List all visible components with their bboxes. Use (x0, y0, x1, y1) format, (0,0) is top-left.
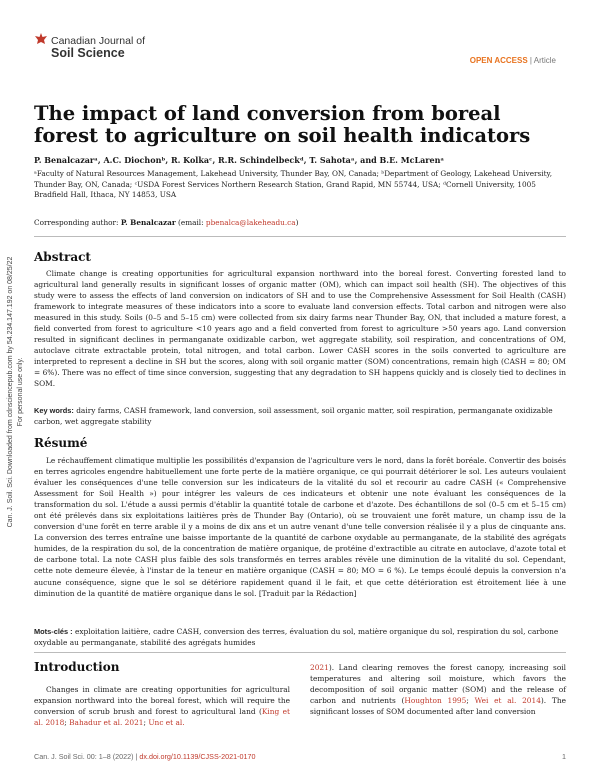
corresponding-author (34, 218, 566, 227)
corresponding-name: P. Benalcazar (120, 218, 176, 227)
separator: | (529, 56, 532, 65)
keywords-text: dairy farms, CASH framework, land conversion, soil assessment, soil organic matter, soil respiration, permanganate oxidizable carbon, wet aggregate stability (34, 406, 553, 426)
article-access-label (470, 56, 556, 65)
maple-leaf-icon (34, 32, 48, 46)
email-link[interactable]: pbenalca@lakeheadu.ca (205, 218, 296, 227)
journal-name-line1: Canadian Journal of (51, 35, 145, 47)
download-sidebar (6, 232, 30, 552)
abstract-text (34, 268, 566, 390)
corresponding-label: Corresponding author: (34, 218, 119, 227)
sidebar-line1: Can. J. Soil. Sci. Downloaded from cdnsciencepub.com by 54.234.147.192 on 08/25/22 (7, 256, 14, 528)
intro-right-text-1: ). Land clearing removes the forest canopy, increasing soil temperatures and altering soil moisture, which favors the decomposition of soil organic matter (SOM) and the release of carbon and nutrients ( (310, 663, 566, 706)
keywords (34, 405, 566, 427)
keywords-label: Key words: (34, 406, 74, 415)
citation-link[interactable]: Bahadur et al. 2021 (69, 718, 144, 728)
citation-link[interactable]: Unc et al. (148, 718, 185, 728)
email-prefix: (email: (178, 218, 204, 227)
divider (34, 236, 566, 237)
mots-cles (34, 626, 566, 648)
doi-link[interactable]: dx.doi.org/10.1139/CJSS-2021-0170 (139, 752, 256, 761)
abstract-paragraph: Climate change is creating opportunities for agricultural expansion northward into the boreal forest. Converting forested land to agricultural land generally results in significant losses of organic matter (OM), which can impact soil health (SH). The objectives of this study were to assess the effects of land conversion on indicators of SH and to use the Comprehensive Assessment for Soil Health (CASH) framework to integrate measures of these indicators into a score to evaluate land conversion effects. Total carbon and nitrogen were also measured in this study. Soils (0–5 and 5–15 cm) were collected from six dairy farms near Thunder Bay, ON, that included a mature forest, a field converted from forest to agriculture <10 years ago and a field converted from forest to agriculture >50 years ago. Land conversion resulted in significant declines in permanganate oxidizable carbon, wet aggregate stability, soil respiration, and concentrations of OM, autoclave citrate extractable protein, total nitrogen, and total carbon. Lower CASH scores in the soils converted to agriculture are interpreted to represent a decline in SH but the scores, along with soil organic matter (SOM) concentrations, remain high (CASH = 80; OM = 6%). There was no effect of time since conversion, suggesting that any degradation to SH happens quickly and is closely tied to declines in SOM. (34, 269, 566, 389)
article-type: Article (533, 56, 556, 65)
intro-right-text-2: ). The significant losses of SOM documented after land conversion (310, 696, 566, 717)
resume-heading: Résumé (34, 436, 88, 450)
affiliations: ᵃFaculty of Natural Resources Management, Lakehead University, Thunder Bay, ON, Canada; ᵇDepartment of Geology, Lakehead University, Thunder Bay, ON, Canada; ᶜUSDA Forest Services Northern Research Station, Grand Rapid, MN 55744, USA; ᵈCornell University, 1005 Bradfield Hall, Ithaca, NY 14853, USA (34, 169, 553, 199)
introduction-heading: Introduction (34, 660, 120, 674)
footer-citation (34, 752, 256, 761)
email-suffix: ) (295, 218, 299, 227)
intro-right-column: 2021). Land clearing removes the forest canopy, increasing soil temperatures and altering soil moisture, which favors the decomposition of soil organic matter (SOM) and the release of carbon and nutrients (Houghton 1995; Wei et al. 2014). The significant losses of SOM documented after land conversion (310, 663, 566, 717)
abstract-heading: Abstract (34, 250, 91, 264)
citation-link[interactable]: Wei et al. 2014 (474, 696, 541, 706)
article-title: The impact of land conversion from boreal forest to agriculture on soil health indicators (34, 102, 531, 147)
intro-left-column: Changes in climate are creating opportunities for agricultural expansion northward into the boreal forest, which will require the conversion of scrub brush and forest to agricultural land (King et al. 2018; Bahadur et al. 2021; Unc et al. (34, 685, 290, 728)
citation-link[interactable]: 2021 (310, 663, 329, 672)
sidebar-line2: For personal use only. (17, 357, 24, 427)
journal-logo (34, 28, 194, 68)
mots-cles-text: exploitation laitière, cadre CASH, conversion des terres, évaluation du sol, matière organique du sol, respiration du sol, carbone oxydable au permanganate, stabilité des agrégats humides (34, 627, 559, 647)
resume-text (34, 455, 566, 599)
resume-paragraph: Le réchauffement climatique multiplie les possibilités d'expansion de l'agriculture vers le nord, dans la forêt boréale. Convertir des boisés en terres agricoles engendre habituellement une forte perte de la matière organique, ce qui pourrait détériorer le sol. Les auteurs voulaient évaluer les conséquences d'une telle conversion sur les indicateurs de la vitalité du sol et recourir au cadre CASH (« Comprehensive Assessment for Soil Health ») pour intégrer les valeurs de ces indicateurs et obtenir une note évaluant les conséquences de la transformation du sol. L'étude a aussi permis d'établir la quantité totale de carbone et d'azote. Des échantillons de sol (0–5 cm et 5–15 cm) ont été prélevés dans six exploitations laitières près de Thunder Bay (Ontario), où se trouvaient une forêt mature, un champ issu de la conversion d'une forêt en terre arable il y a moins de dix ans et un autre venant d'une telle conversion réalisée il y a plus de cinquante ans. La conversion des terres entraîne une baisse importante de la quantité de carbone oxydable au permanganate, de la stabilité des agrégats humides, de la respiration du sol, de la concentration de matière organique, de protéine d'extractible au citrate en autoclave, d'azote total et de carbone total. La note CASH plus faible des sols transformés en terres arables révèle une diminution de la vitalité du sol. Cependant, cette note demeure élevée, à l'instar de la teneur en matière organique (CASH = 80; MO = 6 %). Le temps écoulé depuis la conversion n'a aucune conséquence, signe que le sol se détériore rapidement quand il le fait, et que cette détérioration est étroitement liée à une diminution de la quantité de matière organique dans le sol. [Traduit par la Rédaction] (34, 456, 566, 598)
citation-link[interactable]: King et al. 2018 (34, 707, 290, 728)
open-access-badge: OPEN ACCESS (469, 56, 528, 65)
divider (34, 652, 566, 653)
page-number: 1 (562, 752, 566, 761)
footer-journal-ref: Can. J. Soil Sci. 00: 1–8 (2022) | (34, 752, 138, 761)
mots-cles-label: Mots-clés : (34, 627, 73, 636)
journal-name-line2: Soil Science (51, 46, 125, 60)
intro-left-text: Changes in climate are creating opportunities for agricultural expansion northward into the boreal forest, which will require the conversion of scrub brush and forest to agricultural land ( (34, 685, 290, 717)
citation-link[interactable]: Houghton 1995 (404, 696, 467, 706)
author-list: P. Benalcazarᵃ, A.C. Diochonᵇ, R. Kolkaᶜ, R.R. Schindelbeckᵈ, T. Sahotaᵃ, and B.E. McLarenᵃ (34, 155, 445, 165)
